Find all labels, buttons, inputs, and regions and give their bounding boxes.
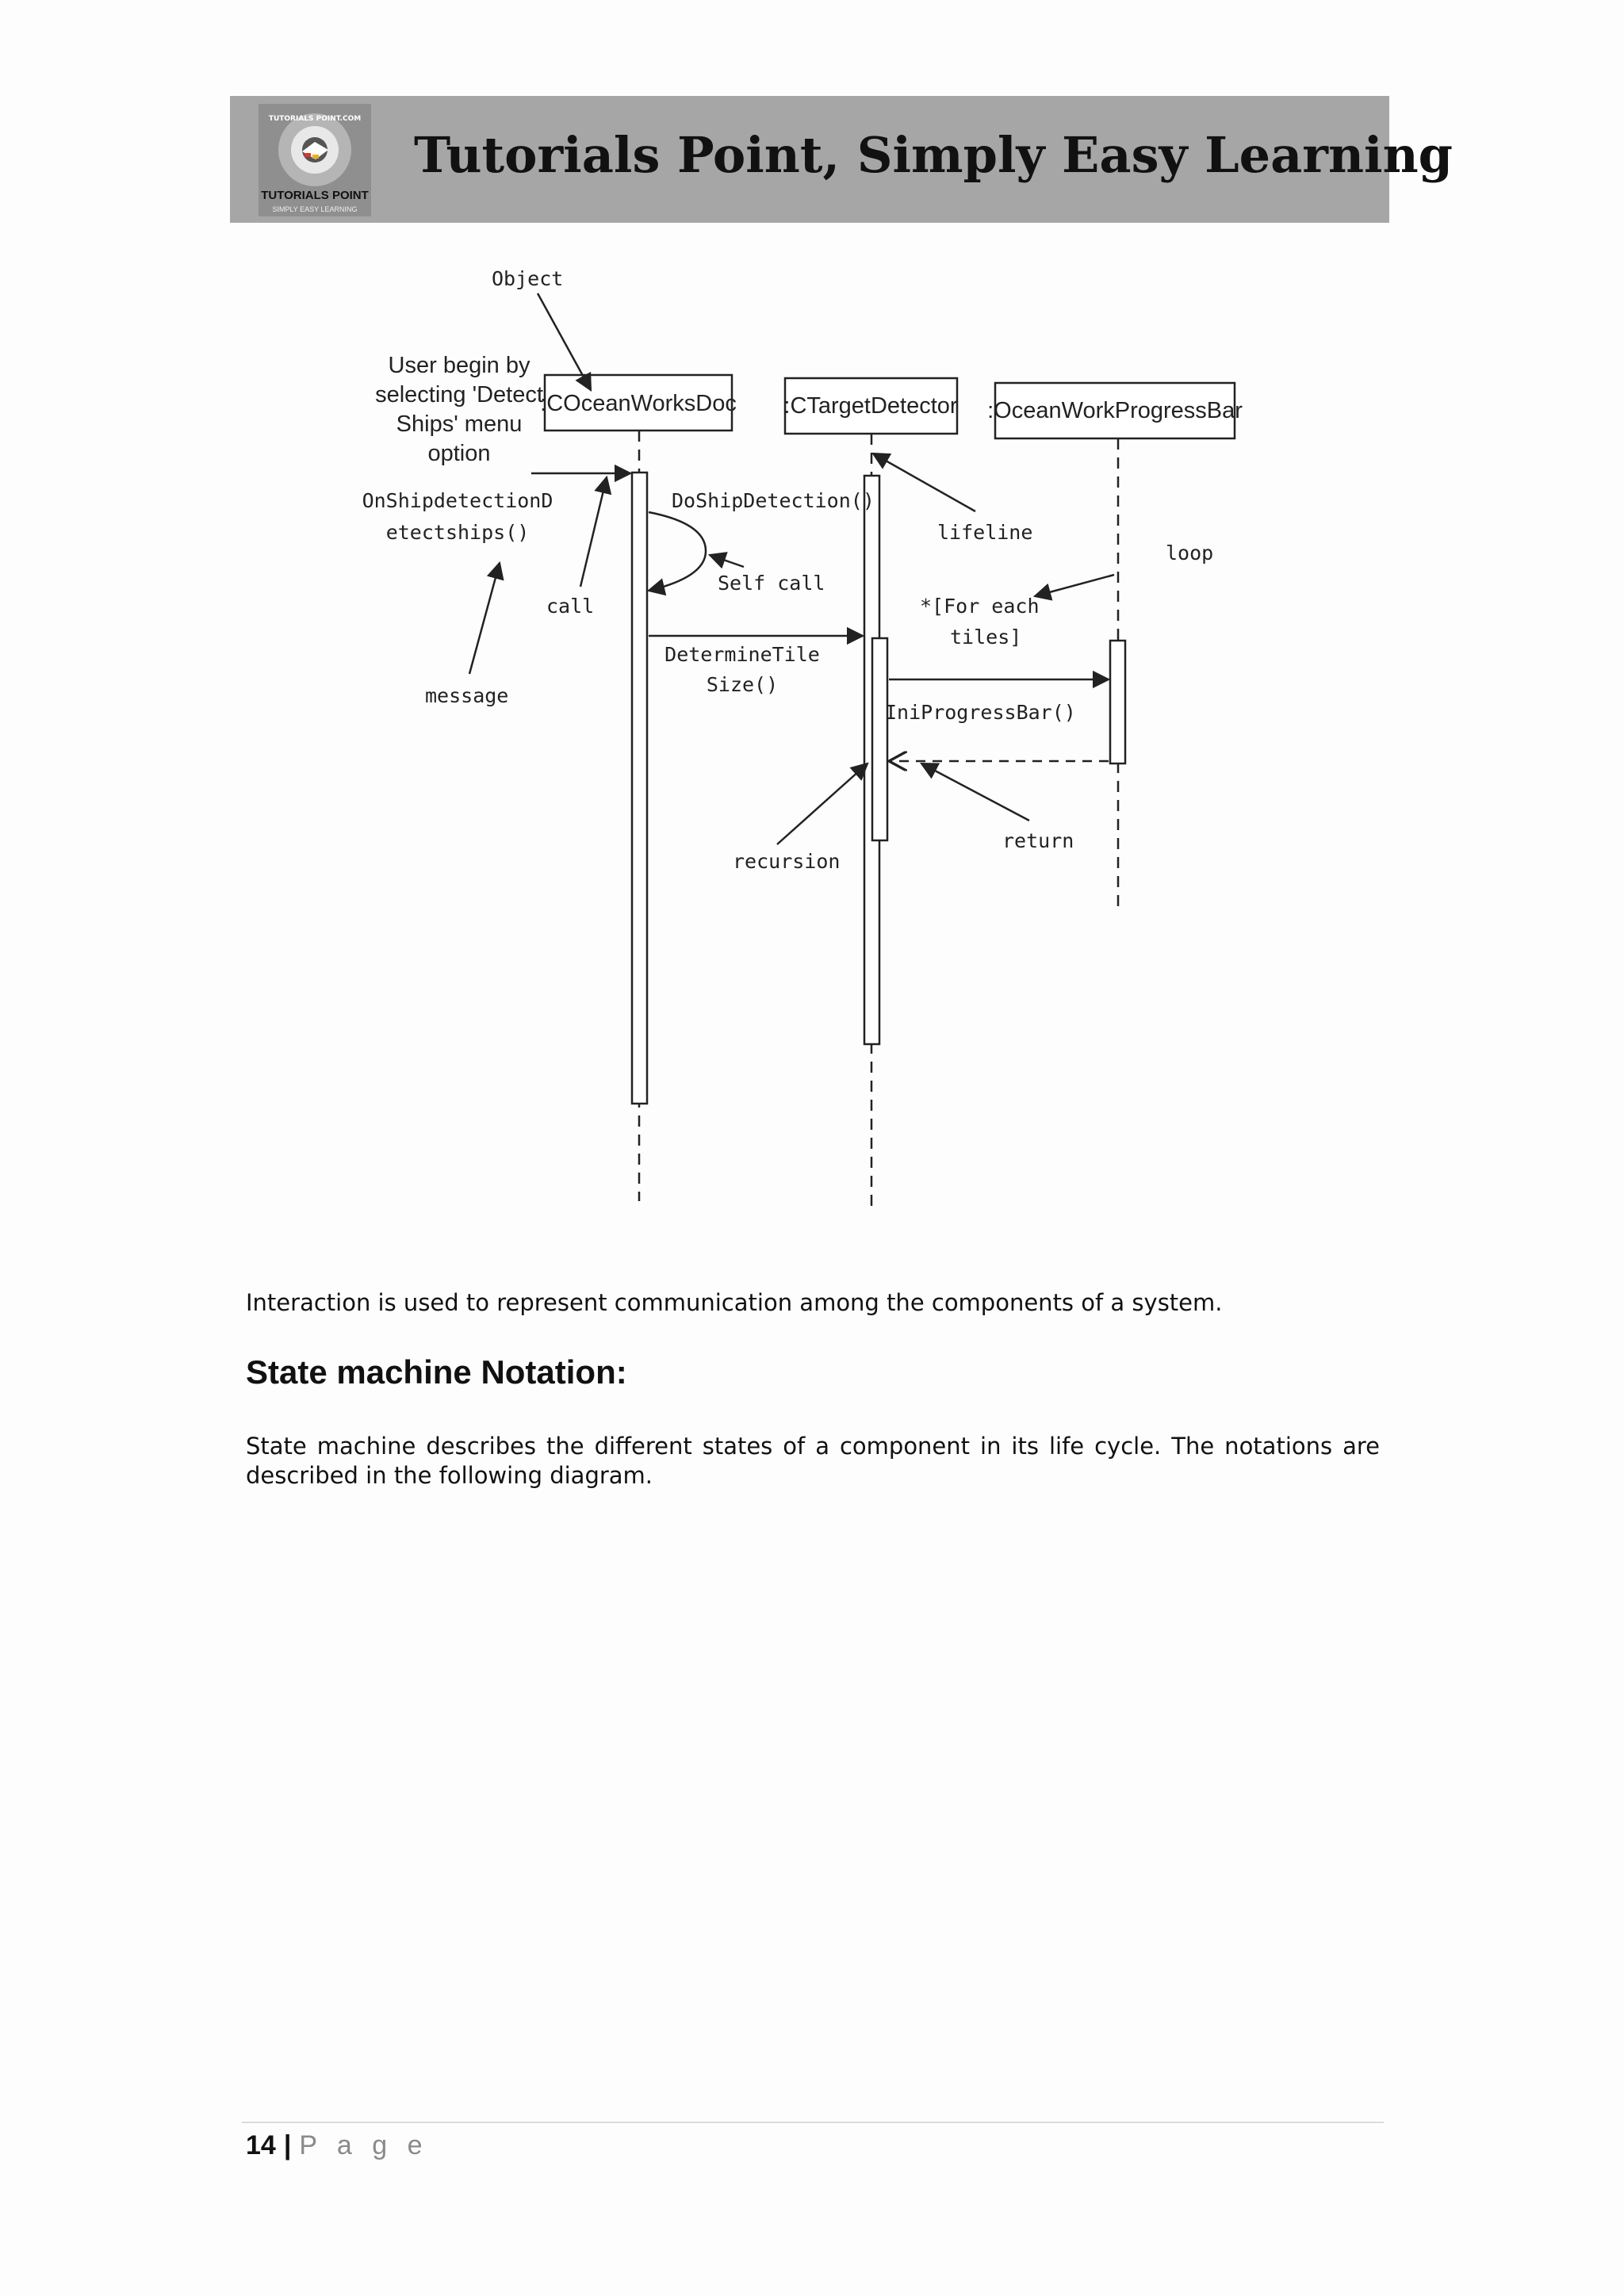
label-user-begin: option [427,441,491,466]
self-call-pointer [710,555,744,567]
label-determinetile: DetermineTile [665,643,820,666]
page-label: P a g e [299,2130,429,2160]
page-header [230,96,1454,223]
paragraph-state-machine: State machine describes the different states of a component in its life cycle. The notations are described in the following diagram. [246,1433,1380,1489]
label-onshipdetection: etectships() [385,521,530,544]
label-user-begin: User begin by [388,353,530,378]
section-heading: State machine Notation: [246,1353,627,1391]
return-pointer [921,763,1029,821]
label-user-begin: Ships' menu [396,411,523,437]
object-box-ctargetdetector [783,378,958,434]
label-message: message [425,684,509,707]
label-iniprogressbar: IniProgressBar() [885,701,1076,724]
svg-text::CTargetDetector: :CTargetDetector [783,393,958,419]
header-title: Tutorials Point, Simply Easy Learning [414,126,1454,184]
label-onshipdetection: OnShipdetectionD [362,489,553,512]
svg-text:TUTORIALS POINT: TUTORIALS POINT [261,189,369,202]
sequence-diagram [349,254,1300,1237]
label-return: return [1002,829,1074,852]
label-loop: loop [1166,541,1214,564]
label-doshipdetection: DoShipDetection() [672,489,875,512]
label-recursion: recursion [733,850,841,873]
svg-text:TUTORIALS POINT.COM: TUTORIALS POINT.COM [268,115,362,123]
activation-bar-3 [872,638,887,840]
lifeline-pointer [873,453,975,511]
label-object: Object [492,267,564,290]
label-for-each: *[For each [920,595,1040,618]
label-self-call: Self call [718,572,825,595]
label-for-each: tiles] [950,626,1022,649]
paragraph-interaction: Interaction is used to represent communication among the components of a system. [246,1289,1223,1316]
activation-bar-1 [632,473,647,1104]
svg-text:SIMPLY EASY LEARNING: SIMPLY EASY LEARNING [272,205,358,213]
label-determinetile: Size() [706,673,779,696]
footer-separator: | [283,2130,292,2160]
page-number: 14 [246,2130,276,2160]
svg-text::COceanWorksDoc: :COceanWorksDoc [540,391,737,416]
recursion-pointer [777,763,868,844]
label-call: call [546,595,595,618]
activation-bar-4 [1110,641,1125,763]
label-lifeline: lifeline [937,521,1033,544]
label-user-begin: selecting 'Detect [375,382,543,408]
footer-divider [242,2122,1384,2123]
object-box-coceanworksdoc [540,375,737,430]
self-call-arrow [649,512,706,591]
object-box-oceanworkprogressbar [987,383,1243,438]
svg-text::OceanWorkProgressBar: :OceanWorkProgressBar [987,398,1243,423]
call-pointer [580,477,607,587]
loop-pointer [1035,575,1114,596]
page-footer [246,2130,428,2161]
message-pointer [469,563,500,674]
tutorials-point-logo [259,104,371,216]
